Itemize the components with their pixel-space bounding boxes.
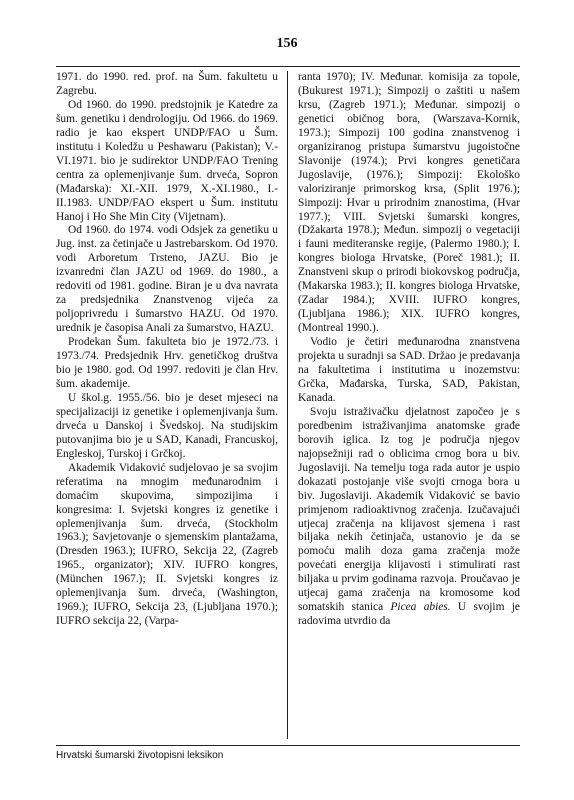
species-name: Picea abies.: [390, 601, 451, 614]
left-column: [56, 71, 278, 629]
bottom-rule: [56, 745, 520, 746]
text-columns: [56, 71, 520, 741]
right-column: [298, 71, 520, 629]
paragraph: [298, 406, 520, 629]
paragraph: Od 1960. do 1990. predstojnik je Katedre za šum. genetiku i dendrologiju. Od 1966. do 1969. radio je kao ekspert UNDP/FAO u Šum. institutu i Koledžu u Peshawaru (Pakistan); V.-VI.1971. bio je sudirektor UNDP/FAO Trening centra za oplemenjivanje šum. drveća, Sopron (Mađarska): XI.-XII. 1979, X.-XI.1980., I.-II.1983. UNDP/FAO ekspert u Šum. institutu Hanoj i Ho She Min City (Vijetnam).: [56, 98, 278, 223]
paragraph: ranta 1970); IV. Međunar. komisija za topole, (Bukurest 1971.); Simpozij o zaštiti u našem krsu, (Zagreb 1971.); Međunar. simpozij o genetici običnog bora, (Warszava-Kornik, 1973.); Simpozij 100 godina znanstvenog i organiziranog pristupa šumarstvu jugoistočne Slavonije (1974.); Prvi kongres genetičara Jugoslavije, (1976.); Simpozij: Ekološko valoriziranje primorskog krsa, (Split 1976.); Simpozij: Hvar u prirodnim znanostima, (Hvar 1977.); VIII. Svjetski šumarski kongres, (Džakarta 1978.); Međun. simpozij o vegetaciji i fauni mediteranske regije, (Palermo 1980.); I. kongres biologa Hrvatske, (Poreč 1981.); II. Znanstveni skup o prirodi biokovskog područja, (Makarska 1983.); II. kongres biologa Hrvatske, (Zadar 1984.); XVIII. IUFRO kongres, (Ljubljana 1986.); XIX. IUFRO kongres, (Montreal 1990.).: [298, 71, 520, 335]
top-rule: [56, 66, 520, 67]
paragraph-text-end: U svojim je radovima utvrdio da: [298, 601, 520, 628]
paragraph: Prodekan Šum. fakulteta bio je 1972./73. i 1973./74. Predsjednik Hrv. genetičkog društva bio je 1980. god. Od 1997. redoviti je član Hrv. šum. akademije.: [56, 336, 278, 390]
page-footer: Hrvatski šumarski životopisni leksikon: [56, 750, 224, 761]
paragraph-text: Svoju istraživačku djelatnost započeo je s poredbenim istraživanjima anatomske građe borovih iglica. Iz tog je područja njegov najopsežniji rad o oblicima crnog bora u biv. Jugoslaviji. Na temelju toga rada autor je uspio dokazati postojanje više svojti crnoga bora u biv. Jugoslaviji. Akademik Vidaković se bavio primjenom radioaktivnog zračenja. Izučavajući utjecaj zračenja na klijavost sjemena i rast biljaka nekih četinjača, ustanovio je da se pomoću malih doza gama zračenja može povećati energija klijavosti i stimulirati rast biljaka u prvim godinama razvoja. Proučavao je utjecaj gama zračenja na kromosome kod somatskih stanica: [298, 405, 520, 614]
paragraph: Vodio je četiri međunarodna znanstvena projekta u suradnji sa SAD. Držao je predavanja na fakultetima i institutima u inozemstvu: Grčka, Mađarska, Turska, SAD, Pakistan, Kanada.: [298, 336, 520, 404]
paragraph: U škol.g. 1955./56. bio je deset mjeseci na specijalizaciji iz genetike i oplemenjivanja šum. drveća u Danskoj i Švedskoj. Na studijskim putovanjima bio je u SAD, Kanadi, Francuskoj, Engleskoj, Turskoj i Grčkoj.: [56, 391, 278, 460]
column-divider: [287, 71, 288, 739]
paragraph: Akademik Vidaković sudjelovao je sa svojim referatima na mnogim međunarodnim i domaćim skupovima, simpozijima i kongresima: I. Svjetski kongres iz genetike i oplemenjivanja šum. drveća, (Stockholm 1963.); Savjetovanje o sjemenskim plantažama, (Dresden 1963.); IUFRO, Sekcija 22, (Zagreb 1965., organizator); XIV. IUFRO kongres, (München 1967.); II. Svjetski kongres iz oplemenjivanja šum. drveća, (Washington, 1969.); IUFRO, Sekcija 23, (Ljubljana 1970.); IUFRO sekcija 22, (Varpa-: [56, 461, 278, 628]
paragraph: 1971. do 1990. red. prof. na Šum. fakultetu u Zagrebu.: [56, 71, 278, 97]
paragraph: Od 1960. do 1974. vodi Odsjek za genetiku u Jug. inst. za četinjače u Jastrebarskom. Od 1970. vodi Arboretum Trsteno, JAZU. Bio je izvanredni član JAZU od 1969. do 1980., a redoviti od 1981. godine. Biran je u dva navrata za predsjednika Znanstvenog vijeća za poljoprivredu i šumarstvo HAZU. Od 1970. urednik je časopisa Anali za šumarstvo, HAZU.: [56, 224, 278, 335]
page-number: 156: [276, 36, 298, 51]
